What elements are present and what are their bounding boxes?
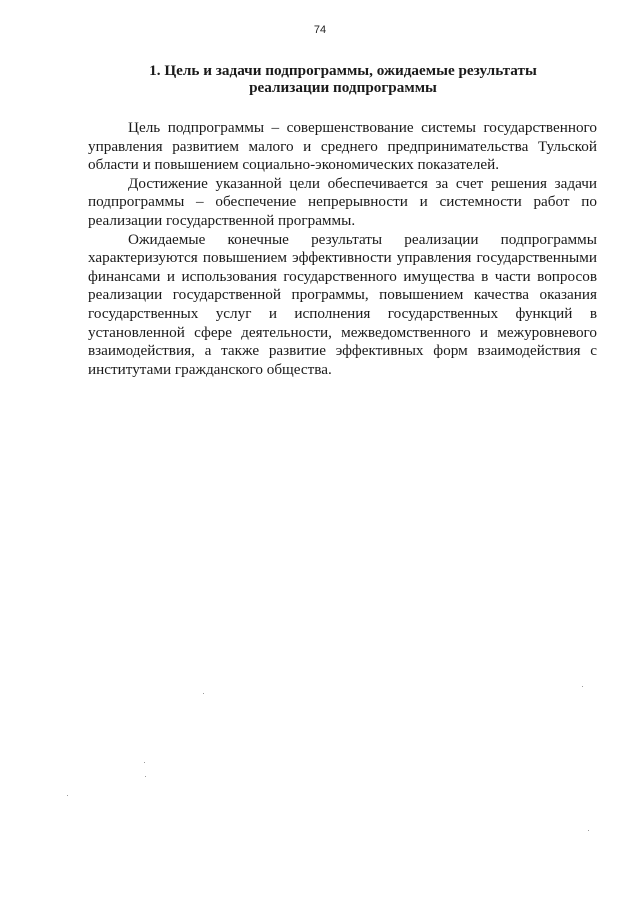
section-heading-line-1: 1. Цель и задачи подпрограммы, ожидаемые результаты [149, 62, 537, 79]
section-heading [88, 62, 598, 96]
section-body [88, 119, 597, 379]
paragraph-results: Ожидаемые конечные результаты реализации подпрограммы характеризуются повышением эффективности управления государственными финансами и использования государственного имущества в части вопросов реализации государственной программы, повышением качества оказания государственных услуг и исполнения государственных функций в установленной сфере деятельности, межведомственного и межуровневого взаимодействия, а также развитие эффективных форм взаимодействия с институтами гражданского общества. [88, 230, 597, 378]
scan-speck [67, 795, 68, 796]
scan-speck [203, 693, 204, 694]
paragraph-task: Достижение указанной цели обеспечивается за счет решения задачи подпрограммы – обеспечение непрерывности и системности работ по реализации государственной программы. [88, 174, 597, 229]
scan-speck [145, 776, 146, 777]
scan-speck [144, 762, 145, 763]
page-number: 74 [313, 24, 327, 36]
scan-speck [588, 830, 589, 831]
scan-speck [582, 686, 583, 687]
section-heading-line-2: реализации подпрограммы [249, 79, 437, 96]
paragraph-goal: Цель подпрограммы – совершенствование системы государственного управления развитием малого и среднего предпринимательства Тульской области и повышением социально-экономических показателей. [88, 119, 597, 174]
